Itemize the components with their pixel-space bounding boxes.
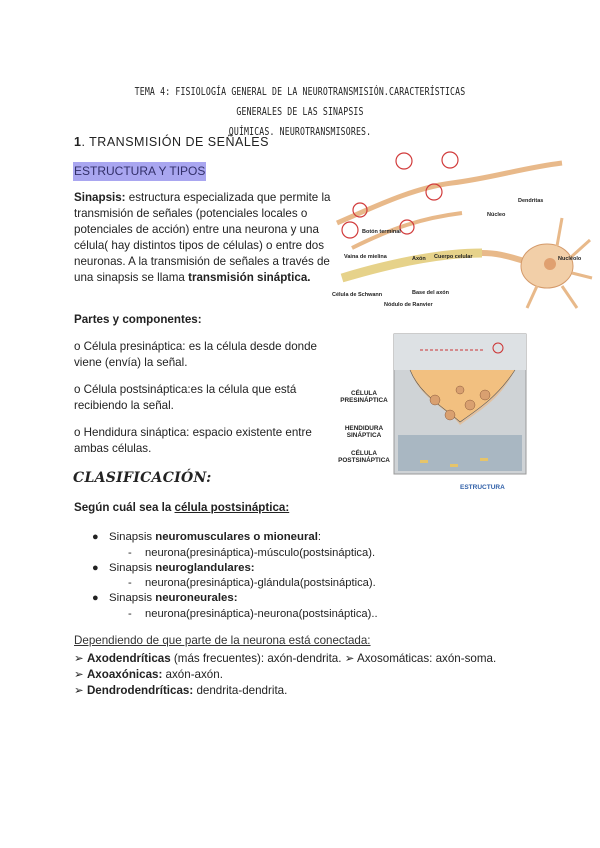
clasificacion-heading: CLASIFICACIÓN: xyxy=(73,470,212,486)
dash-icon: - xyxy=(128,608,132,620)
document-title xyxy=(113,82,487,142)
highlighted-subheading: ESTRUCTURA Y TIPOS xyxy=(73,162,206,181)
bullet-bold: neuromusculares o mioneural xyxy=(155,531,318,543)
synapse-diagram xyxy=(390,330,530,480)
arrow-icon: ➢ xyxy=(74,652,87,665)
label-ranvier: Nódulo de Ranvier xyxy=(384,302,433,308)
bullet-prefix: Sinapsis xyxy=(109,562,156,574)
connection-desc: axón-axón. xyxy=(162,668,223,681)
label-base: Base del axón xyxy=(412,290,449,296)
dash-icon: - xyxy=(128,577,132,589)
bullet-item xyxy=(92,531,321,543)
figure-caption: ESTRUCTURA xyxy=(460,484,505,491)
part-item: o Célula postsináptica:es la célula que está recibiendo la señal. xyxy=(74,383,297,413)
bullet-prefix: Sinapsis xyxy=(109,592,156,604)
connection-line xyxy=(74,667,223,681)
sub-detail: neurona(presináptica)-neurona(postsináptica).. xyxy=(145,608,378,620)
label-axon: Axón xyxy=(412,256,426,262)
connection-term: Axodendríticas xyxy=(86,652,171,665)
connection-desc: (más frecuentes): axón-dendrita. ➢ Axosomáticas: axón-soma. xyxy=(170,652,497,665)
label-postsinaptica: CÉLULA POSTSINÁPTICA xyxy=(338,450,390,464)
label-dendritas: Dendritas xyxy=(518,198,544,204)
bullet-bold: neuroneurales: xyxy=(155,592,238,604)
bullet-prefix: Sinapsis xyxy=(109,531,156,543)
segun-underlined: célula postsináptica: xyxy=(174,501,290,514)
label-boton: Botón terminal xyxy=(362,229,401,235)
neuron-diagram xyxy=(332,148,594,316)
connection-term: Dendrodendríticas: xyxy=(86,684,194,697)
sinapsis-bold-term: transmisión sináptica. xyxy=(188,271,311,285)
connection-desc: dendrita-dendrita. xyxy=(193,684,288,697)
parts-heading: Partes y componentes: xyxy=(74,313,202,326)
sub-detail: neurona(presináptica)-músculo(postsináptica). xyxy=(145,547,376,559)
label-nucleolo: Nucléolo xyxy=(558,256,582,262)
label-vaina: Vaina de mielina xyxy=(344,254,387,260)
label-presinaptica: CÉLULA PRESINÁPTICA xyxy=(340,390,388,404)
bullet-icon: ● xyxy=(92,562,99,574)
synapse-figure xyxy=(330,330,530,490)
title-line-1: TEMA 4: FISIOLOGÍA GENERAL DE LA NEUROTRANSMISIÓN.CARACTERÍSTICAS GENERALES DE LAS SINAPSIS xyxy=(134,86,466,118)
part-item: o Hendidura sináptica: espacio existente entre ambas células. xyxy=(74,426,312,456)
segun-prefix: Según cuál sea la xyxy=(74,501,175,514)
bullet-suffix: : xyxy=(317,531,322,543)
sub-item xyxy=(128,608,378,620)
sub-item xyxy=(128,577,376,589)
bullet-item xyxy=(92,592,238,604)
label-nucleo: Núcleo xyxy=(487,212,506,218)
connection-line xyxy=(74,683,287,697)
bullet-bold: neuroglandulares: xyxy=(155,562,255,574)
title-line-2: QUÍMICAS. NEUROTRANSMISORES. xyxy=(228,126,372,138)
section-title: . TRANSMISIÓN DE SEÑALES xyxy=(81,135,269,149)
connection-line xyxy=(74,651,496,665)
section-number: 1 xyxy=(74,135,82,149)
section-heading xyxy=(74,135,269,149)
label-cuerpo: Cuerpo celular xyxy=(434,254,473,260)
dependiendo-heading: Dependiendo de que parte de la neurona está conectada: xyxy=(74,634,371,647)
segun-heading xyxy=(74,501,289,514)
arrow-icon: ➢ xyxy=(74,684,87,697)
bullet-icon: ● xyxy=(92,531,99,543)
part-item: o Célula presináptica: es la célula desde donde viene (envía) la señal. xyxy=(74,340,317,370)
label-schwann: Célula de Schwann xyxy=(332,292,383,298)
sinapsis-term: Sinapsis: xyxy=(74,191,126,204)
sinapsis-paragraph xyxy=(74,190,336,287)
label-hendidura: HENDIDURA SINÁPTICA xyxy=(344,425,384,439)
sub-detail: neurona(presináptica)-glándula(postsináptica). xyxy=(145,577,376,589)
arrow-icon: ➢ xyxy=(74,668,87,681)
sub-item xyxy=(128,547,375,559)
connection-term: Axoaxónicas: xyxy=(86,668,163,681)
bullet-item xyxy=(92,562,255,574)
dash-icon: - xyxy=(128,547,132,559)
sinapsis-definition: estructura especializada que permite la transmisión de señales (potenciales locales o potenciales de acción) entre una neurona y una célula( hay distintos tipos de células) o entre dos neuronas. A la transmisión de señales a través de una sinapsis se llama xyxy=(74,191,331,285)
bullet-icon: ● xyxy=(92,592,99,604)
